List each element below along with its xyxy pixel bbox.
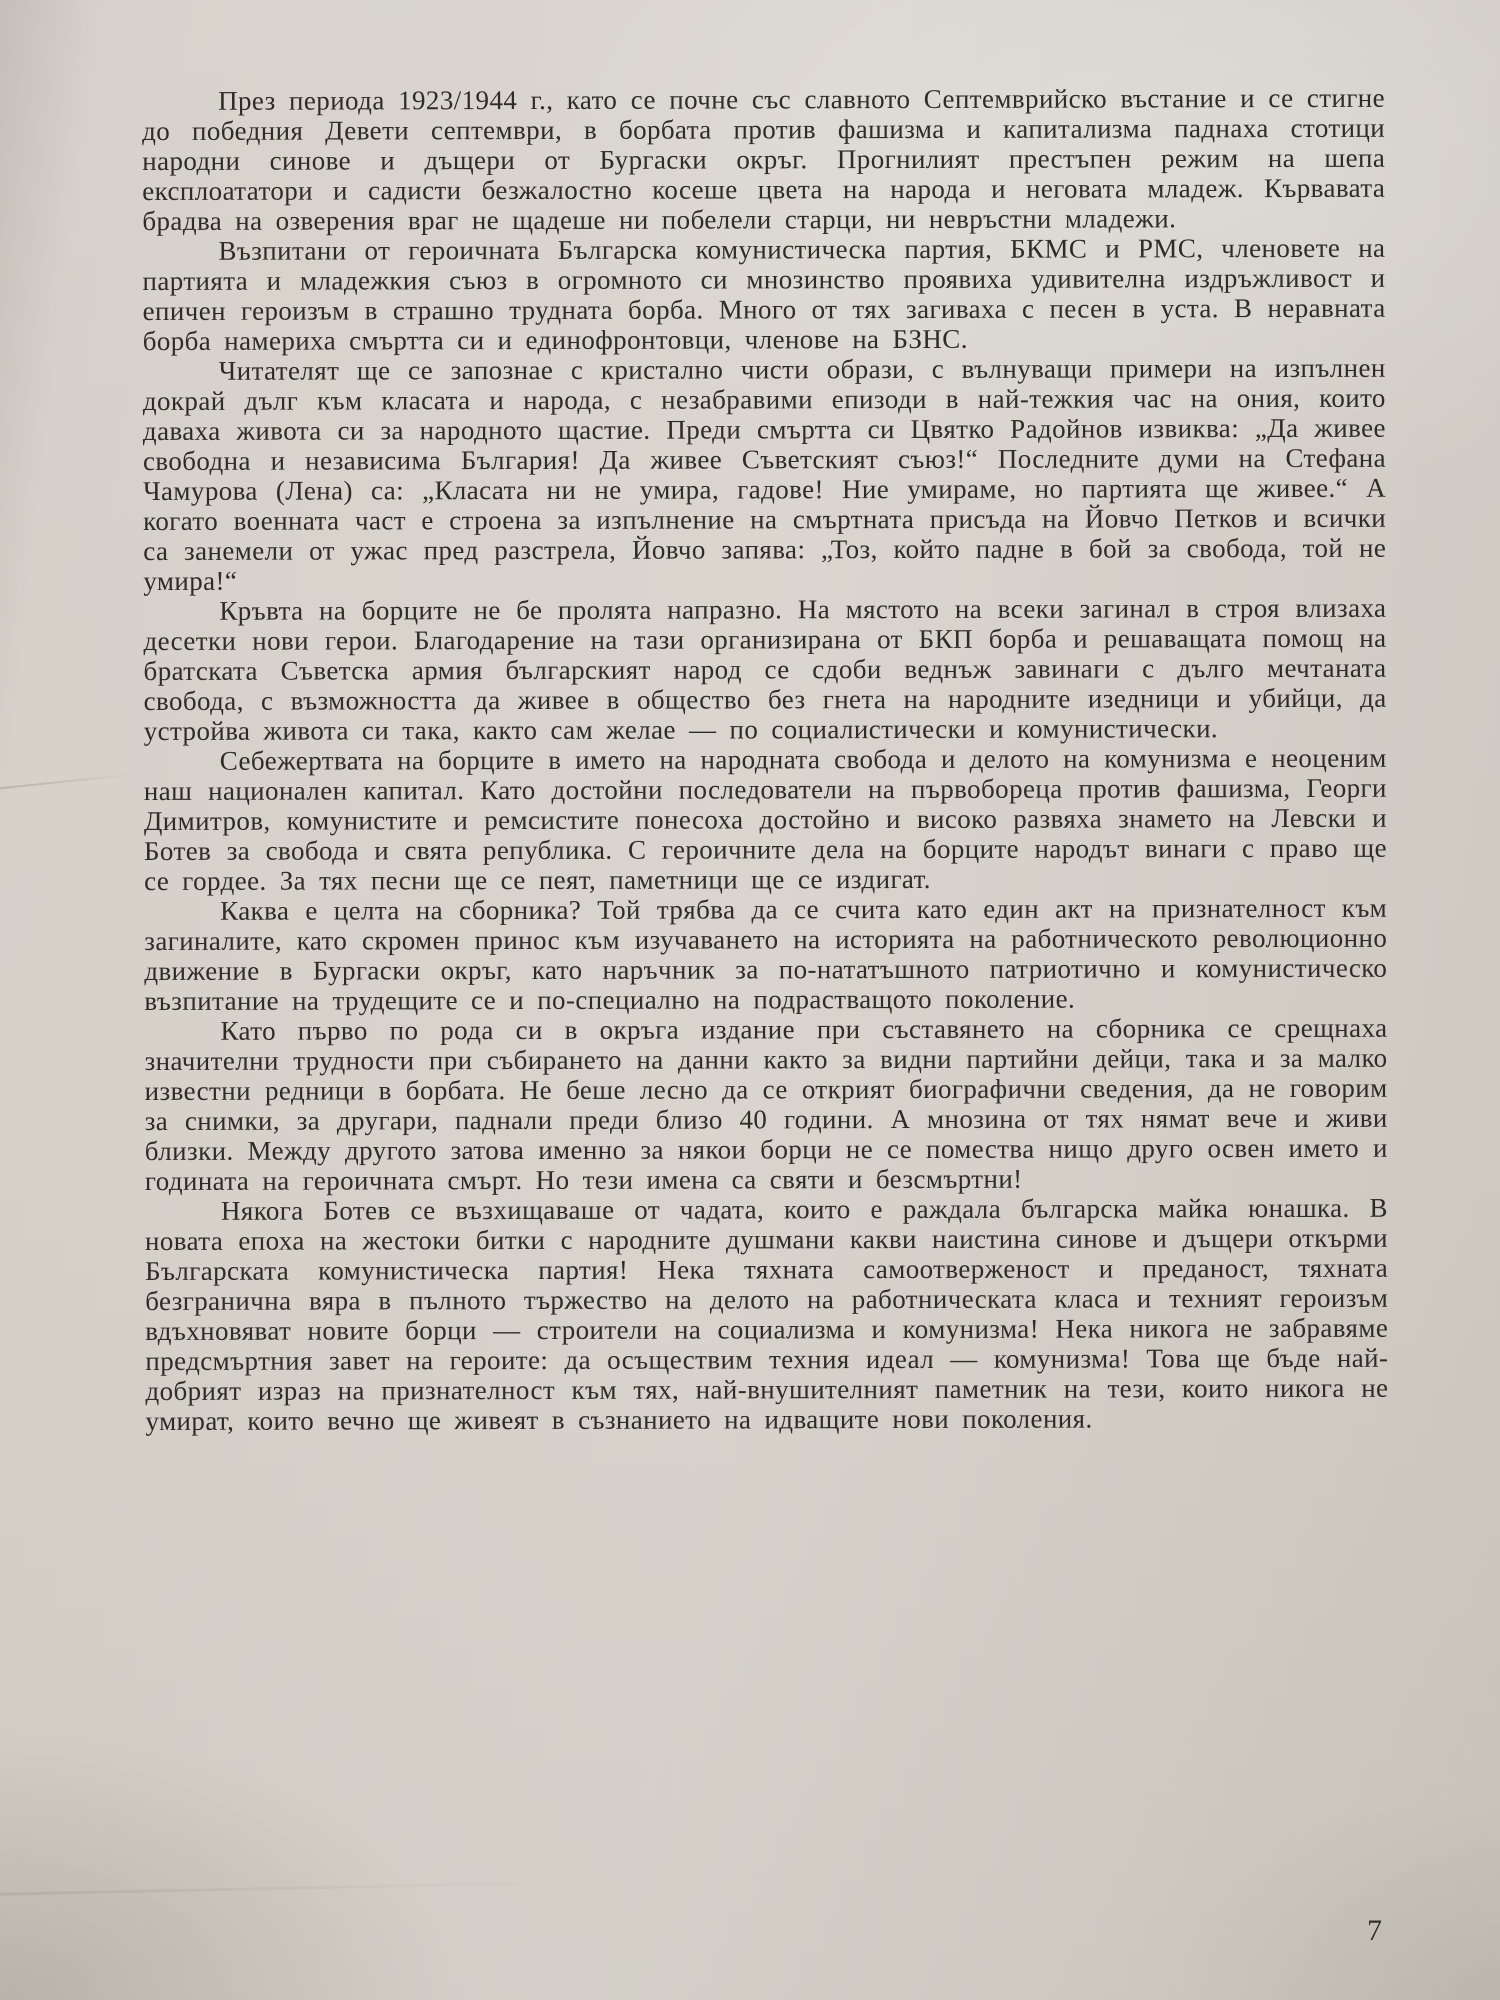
paragraph: Някога Ботев се възхищаваше от чадата, които е раждала българска майка юнашка. В новата епоха на жестоки битки с народните душмани какви наистина синове и дъщери откърми Българската комунистическа партия! Нека тяхната самоотверженост и преданост, тяхната безгранична вяра в пълното тържество на делото на работническата класа и техният героизъм вдъхновяват новите борци — строители на социализма и комунизма! Нека никога не забравяме предсмъртния завет на героите: да осъществим техния идеал — комунизма! Това ще бъде най-добрият израз на признателност към тях, най-внушителният паметник на тези, които никога не умират, които вечно ще живеят в съзнанието на идващите нови поколения.	[144, 1192, 1389, 1436]
paragraph: Читателят ще се запознае с кристално чисти образи, с вълнуващи примери на изпълнен докрай дълг към класата и народа, с незабравими епизоди в най-тежкия час на ония, които даваха живота си за народното щастие. Преди смъртта си Цвятко Радойнов извиква: „Да живее свободна и независима България! Да живее Съветският съюз!“ Последните думи на Стефана Чамурова (Лена) са: „Класата ни не умира, гадове! Ние умираме, но партията ще живее.“ А когато военната част е строена за изпълнение на смъртната присъда на Йовчо Петков и всички са занемели от ужас пред разстрела, Йовчо запява: „Тоз, който падне в бой за свобода, той не умира!“	[142, 352, 1387, 596]
paragraph: Каква е целта на сборника? Той трябва да се счита като един акт на признателност към загиналите, като скромен принос към изучаването на историята на работническото революционно движение в Бургаски окръг, като наръчник за по-нататъшното патриотично и комунистическо възпитание на трудещите се и по-специално на подрастващото поколение.	[144, 892, 1388, 1016]
paragraph: Възпитани от героичната Българска комунистическа партия, БКМС и РМС, членовете на партията и младежкия съюз в огромното си мнозинство проявиха удивителна издръжливост и епичен героизъм в страшно трудната борба. Много от тях загиваха с песен в уста. В неравната борба намериха смъртта си и единофронтовци, членове на БЗНС.	[142, 232, 1386, 356]
paragraph: Себежертвата на борците в името на народната свобода и делото на комунизма е неоценим наш национален капитал. Като достойни последователи на първобореца против фашизма, Георги Димитров, комунистите и ремсистите понесоха достойно и високо развяха знамето на Левски и Ботев за свобода и свята република. С героичните дела на борците народът винаги с право ще се гордее. За тях песни ще се пеят, паметници ще се издигат.	[143, 742, 1388, 896]
paragraph: Като първо по рода си в окръга издание при съставянето на сборника се срещнаха значителни трудности при събирането на данни както за видни партийни дейци, така и за малко известни редници в борбата. Не беше лесно да се открият биографични сведения, да не говорим за снимки, за другари, паднали преди близо 40 години. А мнозина от тях нямат вече и живи близки. Между другото затова именно за някои борци не се помества нищо друго освен името и годината на героичната смърт. Но тези имена са святи и безсмъртни!	[144, 1012, 1388, 1196]
paper-crease	[0, 773, 139, 790]
page-text	[142, 83, 1389, 1436]
page-number: 7	[1367, 1914, 1382, 1947]
paragraph: Кръвта на борците не бе пролята напразно. На мястото на всеки загинал в строя влизаха десетки нови герои. Благодарение на тази организирана от БКП борба и решаващата помощ на братската Съветска армия българският народ се сдоби веднъж завинаги с дълго мечтаната свобода, с възможността да живее в общество без гнета на народните изедници и убийци, да устройва живота си така, както сам желае — по социалистически и комунистически.	[143, 592, 1387, 746]
paragraph: През периода 1923/1944 г., като се почне със славното Септемврийско въстание и се стигне до победния Девети септември, в борбата против фашизма и капитализма паднаха стотици народни синове и дъщери от Бургаски окръг. Прогнилият престъпен режим на шепа експлоататори и садисти безжалостно косеше цвета на народа и неговата младеж. Кървавата брадва на озверения враг не щадеше ни побелели старци, ни невръстни младежи.	[142, 82, 1386, 236]
paper-crease	[0, 1861, 1500, 1895]
